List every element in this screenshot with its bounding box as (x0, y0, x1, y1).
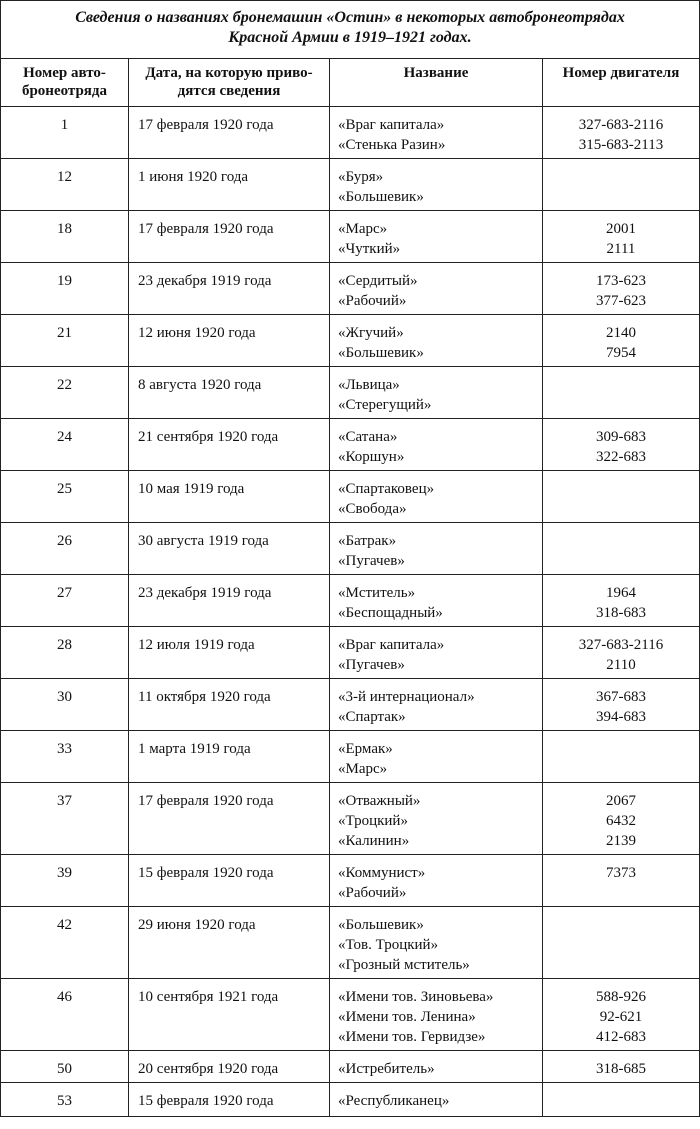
header-unit-line-1: Номер авто- (23, 65, 106, 81)
name-cell (330, 979, 543, 1051)
unit-number-cell: 18 (1, 211, 129, 263)
table-title (1, 1, 700, 59)
name-cell (330, 855, 543, 907)
engine-number-cell (543, 367, 700, 419)
date-cell: 17 февраля 1920 года (129, 211, 330, 263)
vehicle-name: «Имени тов. Зиновьева» (338, 989, 494, 1005)
name-cell (330, 159, 543, 211)
engine-number: 2140 (606, 325, 636, 341)
engine-number: 588-926 (596, 989, 646, 1005)
vehicle-name: «Коршун» (338, 449, 405, 465)
vehicle-name: «Буря» (338, 169, 384, 185)
vehicle-name: «Батрак» (338, 533, 397, 549)
table-row (1, 907, 700, 979)
engine-number: 318-683 (596, 605, 646, 621)
name-cell (330, 1083, 543, 1117)
vehicle-name: «Пугачев» (338, 553, 405, 569)
engine-number: 322-683 (596, 449, 646, 465)
engine-number: 173-623 (596, 273, 646, 289)
name-cell (330, 471, 543, 523)
engine-number: 309-683 (596, 429, 646, 445)
vehicle-name: «Сердитый» (338, 273, 418, 289)
vehicle-name: «Калинин» (338, 833, 410, 849)
engine-number-cell (543, 471, 700, 523)
engine-number: 377-623 (596, 293, 646, 309)
engine-number-cell (543, 679, 700, 731)
table-row (1, 783, 700, 855)
engine-number: 327-683-2116 (578, 637, 664, 653)
name-cell (330, 731, 543, 783)
table-row (1, 523, 700, 575)
unit-number-cell: 19 (1, 263, 129, 315)
table-body (1, 107, 700, 1117)
table-title-line-2: Красной Армии в 1919–1921 годах. (228, 29, 472, 46)
vehicle-name: «Ермак» (338, 741, 393, 757)
table-row (1, 367, 700, 419)
header-unit-number (1, 59, 129, 107)
vehicle-name: «Истребитель» (338, 1061, 435, 1077)
engine-number-cell (543, 211, 700, 263)
vehicle-name: «Спартак» (338, 709, 406, 725)
engine-number-cell (543, 159, 700, 211)
engine-number: 1964 (606, 585, 636, 601)
vehicle-name: «Спартаковец» (338, 481, 435, 497)
date-cell: 23 декабря 1919 года (129, 575, 330, 627)
engine-number: 367-683 (596, 689, 646, 705)
vehicle-name: «Львица» (338, 377, 400, 393)
unit-number-cell: 25 (1, 471, 129, 523)
table-row (1, 107, 700, 159)
engine-number-cell (543, 855, 700, 907)
date-cell: 15 февраля 1920 года (129, 1083, 330, 1117)
date-cell: 11 октября 1920 года (129, 679, 330, 731)
name-cell (330, 107, 543, 159)
unit-number-cell: 37 (1, 783, 129, 855)
table-row (1, 575, 700, 627)
vehicle-name: «Отважный» (338, 793, 421, 809)
engine-number: 2067 (606, 793, 636, 809)
vehicle-name: «Троцкий» (338, 813, 408, 829)
vehicle-name: «Тов. Троцкий» (338, 937, 439, 953)
header-date-line-2: дятся сведения (177, 83, 281, 99)
table-row (1, 419, 700, 471)
unit-number-cell: 46 (1, 979, 129, 1051)
name-cell (330, 907, 543, 979)
vehicle-name: «Враг капитала» (338, 637, 445, 653)
unit-number-cell: 30 (1, 679, 129, 731)
engine-number-cell (543, 731, 700, 783)
vehicle-name: «Грозный мститель» (338, 957, 470, 973)
date-cell: 10 сентября 1921 года (129, 979, 330, 1051)
engine-number-cell (543, 907, 700, 979)
vehicle-name: «Имени тов. Гервидзе» (338, 1029, 486, 1045)
unit-number-cell: 1 (1, 107, 129, 159)
name-cell (330, 575, 543, 627)
vehicle-name: «Сатана» (338, 429, 398, 445)
name-cell (330, 419, 543, 471)
engine-number: 318-685 (596, 1061, 646, 1077)
header-name: Название (330, 59, 543, 107)
engine-number-cell (543, 419, 700, 471)
name-cell (330, 523, 543, 575)
vehicle-name: «Рабочий» (338, 885, 407, 901)
engine-number-cell (543, 575, 700, 627)
vehicle-name: «Коммунист» (338, 865, 426, 881)
unit-number-cell: 33 (1, 731, 129, 783)
name-cell (330, 627, 543, 679)
vehicle-name: «Большевик» (338, 917, 424, 933)
unit-number-cell: 53 (1, 1083, 129, 1117)
date-cell: 10 мая 1919 года (129, 471, 330, 523)
name-cell (330, 315, 543, 367)
unit-number-cell: 26 (1, 523, 129, 575)
engine-number: 2001 (606, 221, 636, 237)
unit-number-cell: 50 (1, 1051, 129, 1083)
date-cell: 1 июня 1920 года (129, 159, 330, 211)
date-cell: 29 июня 1920 года (129, 907, 330, 979)
vehicle-name: «Пугачев» (338, 657, 405, 673)
unit-number-cell: 27 (1, 575, 129, 627)
engine-number: 2111 (606, 241, 636, 257)
table-row (1, 979, 700, 1051)
table-row (1, 471, 700, 523)
engine-number: 7373 (606, 865, 636, 881)
vehicle-name: «Марс» (338, 221, 388, 237)
date-cell: 30 августа 1919 года (129, 523, 330, 575)
header-engine-number: Номер двигателя (543, 59, 700, 107)
table-row (1, 679, 700, 731)
vehicle-name: «Большевик» (338, 189, 424, 205)
vehicle-name: «Свобода» (338, 501, 407, 517)
table-row (1, 263, 700, 315)
name-cell (330, 679, 543, 731)
name-cell (330, 211, 543, 263)
table-row (1, 315, 700, 367)
engine-number: 2139 (606, 833, 636, 849)
engine-number-cell (543, 1083, 700, 1117)
date-cell: 23 декабря 1919 года (129, 263, 330, 315)
engine-number: 92-621 (599, 1009, 643, 1025)
header-date-line-1: Дата, на которую приво- (145, 65, 313, 81)
unit-number-cell: 22 (1, 367, 129, 419)
engine-number: 412-683 (596, 1029, 646, 1045)
vehicle-name: «Беспощадный» (338, 605, 443, 621)
engine-number-cell (543, 627, 700, 679)
engine-number: 394-683 (596, 709, 646, 725)
date-cell: 17 февраля 1920 года (129, 107, 330, 159)
table-title-line-1: Сведения о названиях бронемашин «Остин» в некоторых автобронеотрядах (75, 9, 625, 26)
date-cell: 15 февраля 1920 года (129, 855, 330, 907)
engine-number-cell (543, 107, 700, 159)
unit-number-cell: 39 (1, 855, 129, 907)
vehicle-name: «Чуткий» (338, 241, 401, 257)
header-date (129, 59, 330, 107)
vehicle-name: «Большевик» (338, 345, 424, 361)
table-row (1, 855, 700, 907)
name-cell (330, 367, 543, 419)
table-row (1, 211, 700, 263)
vehicle-name: «Стерегущий» (338, 397, 432, 413)
unit-number-cell: 12 (1, 159, 129, 211)
unit-number-cell: 21 (1, 315, 129, 367)
vehicle-name: «Республиканец» (338, 1093, 450, 1109)
engine-number-cell (543, 263, 700, 315)
unit-number-cell: 42 (1, 907, 129, 979)
unit-number-cell: 24 (1, 419, 129, 471)
engine-number: 315-683-2113 (578, 137, 664, 153)
engine-number: 327-683-2116 (578, 117, 664, 133)
vehicle-name: «Имени тов. Ленина» (338, 1009, 476, 1025)
date-cell: 12 июля 1919 года (129, 627, 330, 679)
engine-number-cell (543, 783, 700, 855)
date-cell: 8 августа 1920 года (129, 367, 330, 419)
name-cell (330, 783, 543, 855)
unit-number-cell: 28 (1, 627, 129, 679)
date-cell: 1 марта 1919 года (129, 731, 330, 783)
engine-number: 7954 (606, 345, 636, 361)
table-row (1, 731, 700, 783)
vehicle-name: «Мститель» (338, 585, 416, 601)
header-unit-line-2: бронеотряда (21, 83, 108, 99)
table-row (1, 627, 700, 679)
engine-number-cell (543, 523, 700, 575)
engine-number-cell (543, 315, 700, 367)
table-row (1, 159, 700, 211)
date-cell: 17 февраля 1920 года (129, 783, 330, 855)
date-cell: 20 сентября 1920 года (129, 1051, 330, 1083)
vehicle-name: «Жгучий» (338, 325, 404, 341)
engine-number: 2110 (606, 657, 636, 673)
vehicle-name: «Стенька Разин» (338, 137, 446, 153)
table-row (1, 1051, 700, 1083)
vehicle-name: «3-й интернационал» (338, 689, 475, 705)
vehicle-name: «Враг капитала» (338, 117, 445, 133)
engine-number: 6432 (606, 813, 636, 829)
engine-number-cell (543, 979, 700, 1051)
table-row (1, 1083, 700, 1117)
engine-number-cell (543, 1051, 700, 1083)
vehicle-name: «Марс» (338, 761, 388, 777)
date-cell: 21 сентября 1920 года (129, 419, 330, 471)
vehicle-name: «Рабочий» (338, 293, 407, 309)
date-cell: 12 июня 1920 года (129, 315, 330, 367)
name-cell (330, 1051, 543, 1083)
name-cell (330, 263, 543, 315)
